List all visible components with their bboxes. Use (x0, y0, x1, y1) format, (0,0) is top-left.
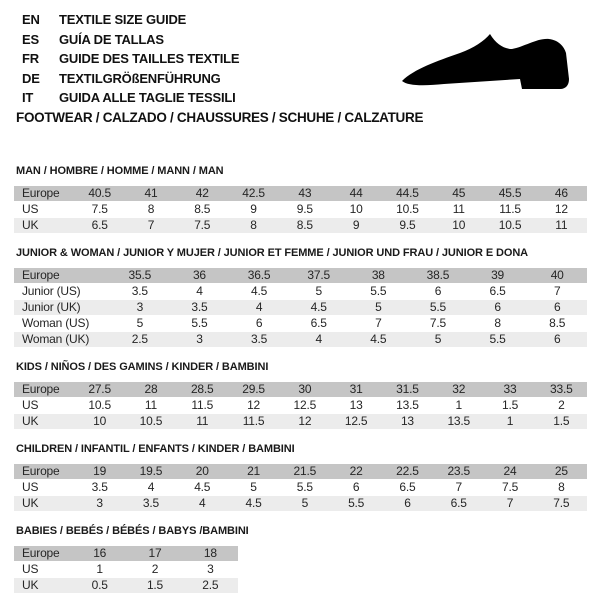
size-value-cell: 10 (452, 218, 466, 232)
lang-code: ES (22, 31, 39, 47)
lang-row-fr (22, 49, 239, 69)
row-label: Europe (22, 464, 60, 478)
size-value-cell: 22 (349, 464, 363, 478)
size-value-cell: 6 (553, 300, 561, 314)
size-value-cell: 27.5 (88, 382, 111, 396)
size-value-cell: 2 (151, 562, 159, 576)
size-value-cell: 20 (195, 464, 209, 478)
size-value-cell: 8.5 (296, 218, 313, 232)
table-row (14, 414, 587, 429)
table-row (14, 496, 587, 511)
size-value-cell: 11 (555, 218, 568, 232)
size-value-cell: 7 (375, 316, 382, 330)
size-value-cell: 6 (255, 316, 263, 330)
size-value-cell: 12.5 (293, 398, 317, 412)
size-value-cell: 2.5 (202, 578, 219, 592)
size-value-cell: 13 (400, 414, 414, 428)
size-table-section (14, 525, 587, 594)
size-value-cell: 10.5 (498, 218, 522, 232)
table-row (14, 464, 587, 479)
size-value-cell: 24 (503, 464, 517, 478)
size-value-cell: 2 (558, 398, 565, 412)
size-value-cell: 25 (554, 464, 568, 478)
table-row (14, 332, 587, 347)
lang-row-es (22, 30, 239, 50)
size-value-cell: 8 (494, 316, 501, 330)
size-value-cell: 4 (196, 284, 203, 298)
size-value-cell: 5.5 (296, 480, 313, 494)
size-value-cell: 31 (349, 382, 363, 396)
size-value-cell: 8 (147, 202, 155, 216)
size-value-cell: 4 (315, 332, 322, 346)
size-value-cell: 3 (207, 562, 214, 576)
size-value-cell: 38 (371, 268, 385, 282)
row-label: UK (22, 218, 39, 232)
size-table-title: JUNIOR & WOMAN / JUNIOR Y MUJER / JUNIOR ET FEMME / JUNIOR UND FRAU / JUNIOR E DONA (16, 247, 529, 259)
size-value-cell: 6.5 (91, 218, 108, 232)
size-value-cell: 5 (375, 300, 382, 314)
size-value-cell: 3.5 (191, 300, 208, 314)
size-value-cell: 3.5 (131, 284, 148, 298)
lang-code: FR (22, 51, 39, 66)
size-value-cell: 39 (491, 268, 505, 282)
size-value-cell: 18 (203, 546, 217, 560)
row-label: Europe (22, 268, 60, 282)
size-value-cell: 44 (349, 186, 363, 200)
size-value-cell: 5 (301, 496, 309, 510)
size-value-cell: 11.5 (499, 202, 521, 216)
lang-text: TEXTILGRÖßENFÜHRUNG (59, 70, 221, 86)
row-label: Junior (UK) (22, 300, 81, 314)
lang-code: EN (22, 12, 40, 27)
row-label: UK (22, 578, 39, 592)
size-value-cell: 1.5 (553, 414, 570, 428)
size-value-cell: 1 (455, 398, 462, 412)
size-value-cell: 2.5 (131, 332, 148, 346)
table-row (14, 316, 587, 331)
size-value-cell: 12 (298, 414, 312, 428)
size-value-cell: 7.5 (501, 480, 519, 494)
size-value-cell: 0.5 (91, 578, 108, 592)
size-value-cell: 6 (553, 332, 561, 346)
size-value-cell: 4.5 (251, 284, 268, 298)
lang-row-de (22, 69, 239, 89)
row-label: US (22, 562, 39, 576)
size-value-cell: 46 (554, 186, 568, 200)
size-value-cell: 3.5 (142, 496, 159, 510)
size-value-cell: 5 (315, 284, 322, 298)
size-value-cell: 10 (349, 202, 363, 216)
size-value-cell: 11.5 (242, 414, 265, 428)
size-table-title: KIDS / NIÑOS / DES GAMINS / KINDER / BAMBINI (16, 361, 269, 373)
size-value-cell: 4.5 (370, 332, 387, 346)
size-table (14, 545, 238, 594)
size-tables (14, 165, 587, 600)
size-value-cell: 5.5 (191, 316, 208, 330)
size-value-cell: 5 (136, 316, 144, 330)
size-value-cell: 6 (434, 284, 442, 298)
table-row (14, 382, 587, 397)
size-value-cell: 3 (196, 332, 203, 346)
row-label: Woman (UK) (22, 332, 90, 346)
size-value-cell: 9.5 (296, 202, 313, 216)
size-table-section (14, 443, 587, 512)
size-value-cell: 6 (494, 300, 501, 314)
lang-text: GUÍA DE TALLAS (59, 31, 164, 47)
size-value-cell: 1 (96, 562, 103, 576)
size-value-cell: 19 (93, 464, 107, 478)
size-value-cell: 3 (136, 300, 144, 314)
size-value-cell: 5.5 (370, 284, 387, 298)
size-value-cell: 12 (247, 398, 261, 412)
size-value-cell: 12 (554, 202, 568, 216)
size-value-cell: 42.5 (242, 186, 265, 200)
size-value-cell: 8 (250, 218, 257, 232)
table-row (14, 546, 238, 561)
size-table-title: MAN / HOMBRE / HOMME / MANN / MAN (16, 165, 224, 177)
size-table-section (14, 165, 587, 234)
size-value-cell: 40 (550, 268, 564, 282)
size-value-cell: 4.5 (245, 496, 262, 510)
table-row (14, 218, 587, 233)
lang-row-en (22, 10, 239, 30)
row-label: Woman (US) (22, 316, 90, 330)
size-table-section (14, 247, 587, 348)
size-value-cell: 5 (434, 332, 442, 346)
size-value-cell: 7.5 (429, 316, 446, 330)
row-label: US (22, 398, 39, 412)
size-value-cell: 21 (247, 464, 261, 478)
size-value-cell: 11 (452, 202, 465, 216)
table-row (14, 268, 587, 283)
row-label: US (22, 480, 39, 494)
size-value-cell: 36 (192, 268, 206, 282)
size-value-cell: 5.5 (429, 300, 446, 314)
size-value-cell: 13.5 (396, 398, 419, 412)
size-value-cell: 3 (96, 496, 103, 510)
size-value-cell: 30 (298, 382, 312, 396)
row-label: Europe (22, 546, 60, 560)
size-value-cell: 7 (553, 284, 561, 298)
size-value-cell: 13 (349, 398, 363, 412)
size-table-section (14, 361, 587, 430)
size-value-cell: 13.5 (447, 414, 470, 428)
size-value-cell: 9 (352, 218, 360, 232)
size-value-cell: 10.5 (139, 414, 163, 428)
table-row (14, 578, 238, 593)
row-label: UK (22, 496, 39, 510)
size-value-cell: 43 (298, 186, 312, 200)
size-value-cell: 4 (199, 496, 206, 510)
size-value-cell: 29.5 (242, 382, 265, 396)
size-value-cell: 22.5 (396, 464, 419, 478)
size-value-cell: 8.5 (194, 202, 211, 216)
table-row (14, 300, 587, 315)
size-value-cell: 40.5 (88, 186, 111, 200)
size-value-cell: 4 (147, 480, 155, 494)
lang-text: GUIDE DES TAILLES TEXTILE (59, 51, 240, 66)
lang-row-it (22, 88, 239, 108)
size-value-cell: 7.5 (91, 202, 108, 216)
size-table (14, 267, 587, 348)
table-row (14, 398, 587, 413)
row-label: Europe (22, 186, 60, 200)
row-label: UK (22, 414, 39, 428)
size-value-cell: 33.5 (550, 382, 573, 396)
table-row (14, 186, 587, 201)
size-table (14, 185, 587, 234)
size-value-cell: 36.5 (247, 268, 271, 282)
size-value-cell: 19.5 (139, 464, 163, 478)
size-value-cell: 5.5 (489, 332, 506, 346)
size-value-cell: 3.5 (251, 332, 268, 346)
size-value-cell: 6 (352, 480, 360, 494)
size-value-cell: 28 (144, 382, 158, 396)
table-row (14, 284, 587, 299)
size-value-cell: 31.5 (396, 382, 419, 396)
size-value-cell: 4.5 (310, 300, 327, 314)
size-value-cell: 6.5 (489, 284, 506, 298)
category-title: FOOTWEAR / CALZADO / CHAUSSURES / SCHUHE / CALZATURE (16, 110, 424, 125)
lang-text: GUIDA ALLE TAGLIE TESSILI (59, 90, 236, 105)
size-value-cell: 38.5 (426, 268, 450, 282)
size-value-cell: 3.5 (91, 480, 108, 494)
size-value-cell: 8.5 (549, 316, 566, 330)
table-row (14, 562, 238, 577)
language-list (22, 10, 239, 108)
size-table-title: CHILDREN / INFANTIL / ENFANTS / KINDER / BAMBINI (16, 443, 295, 455)
size-value-cell: 6.5 (450, 496, 467, 510)
size-value-cell: 10 (93, 414, 107, 428)
size-table-title: BABIES / BEBÉS / BÉBÉS / BABYS /BAMBINI (16, 525, 249, 537)
size-value-cell: 11 (144, 398, 157, 412)
size-value-cell: 7.5 (194, 218, 211, 232)
size-value-cell: 6.5 (310, 316, 327, 330)
row-label: Europe (22, 382, 60, 396)
size-value-cell: 7.5 (553, 496, 570, 510)
size-value-cell: 6.5 (399, 480, 416, 494)
table-row (14, 480, 587, 495)
dress-shoe-icon (392, 28, 577, 94)
size-value-cell: 4 (255, 300, 263, 314)
size-value-cell: 5 (250, 480, 257, 494)
size-value-cell: 44.5 (396, 186, 419, 200)
size-value-cell: 7 (147, 218, 155, 232)
size-value-cell: 33 (503, 382, 517, 396)
size-value-cell: 37.5 (307, 268, 330, 282)
table-row (14, 202, 587, 217)
size-value-cell: 1.5 (501, 398, 519, 412)
size-value-cell: 5.5 (348, 496, 365, 510)
size-value-cell: 1.5 (146, 578, 164, 592)
size-table (14, 381, 587, 430)
size-table (14, 463, 587, 512)
lang-text: TEXTILE SIZE GUIDE (59, 12, 187, 27)
size-value-cell: 41 (144, 186, 158, 200)
size-value-cell: 9.5 (399, 218, 416, 232)
size-value-cell: 11.5 (191, 398, 214, 412)
size-value-cell: 16 (93, 546, 107, 560)
lang-code: DE (22, 70, 40, 86)
size-value-cell: 45 (452, 186, 466, 200)
size-value-cell: 35.5 (128, 268, 152, 282)
lang-code: IT (22, 90, 34, 105)
size-value-cell: 7 (455, 480, 462, 494)
size-value-cell: 28.5 (190, 382, 214, 396)
size-value-cell: 7 (506, 496, 514, 510)
size-value-cell: 8 (558, 480, 565, 494)
row-label: Junior (US) (22, 284, 81, 298)
size-value-cell: 1 (506, 414, 514, 428)
row-label: US (22, 202, 39, 216)
size-value-cell: 11 (196, 414, 209, 428)
size-value-cell: 45.5 (498, 186, 522, 200)
size-value-cell: 23.5 (447, 464, 470, 478)
size-value-cell: 10.5 (396, 202, 419, 216)
size-value-cell: 9 (250, 202, 257, 216)
size-value-cell: 6 (404, 496, 411, 510)
size-value-cell: 42 (195, 186, 209, 200)
size-value-cell: 32 (452, 382, 466, 396)
size-value-cell: 4.5 (194, 480, 211, 494)
size-value-cell: 17 (148, 546, 162, 560)
size-value-cell: 21.5 (293, 464, 317, 478)
size-value-cell: 12.5 (344, 414, 368, 428)
size-value-cell: 10.5 (88, 398, 111, 412)
